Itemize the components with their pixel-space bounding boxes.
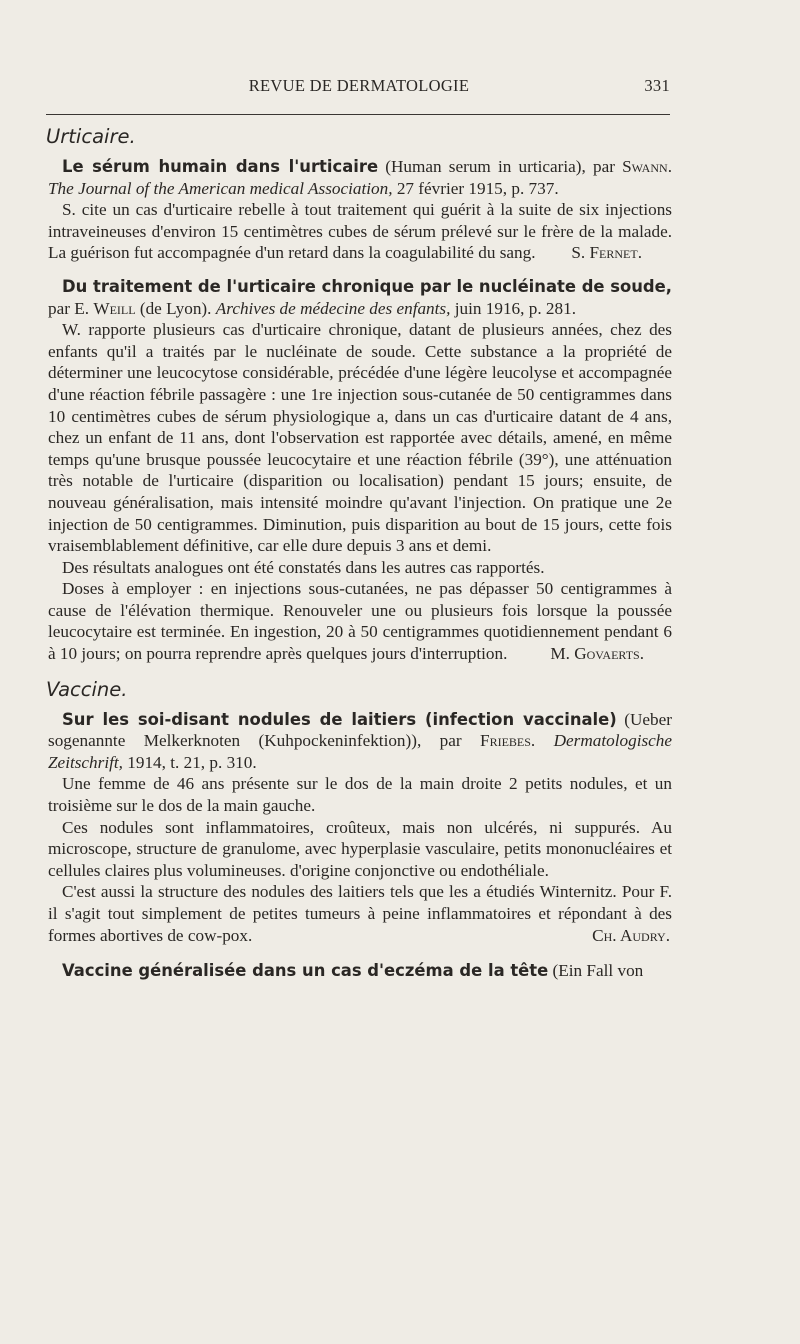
page-number: 331 <box>644 76 670 95</box>
journal-title: REVUE DE DERMATOLOGIE <box>248 76 470 95</box>
article-title: Du traitement de l'urticaire chronique par le nucléinate de soude, <box>62 276 673 296</box>
journal-name: Archives de médecine des enfants, <box>215 298 451 318</box>
header-rule <box>46 114 670 115</box>
article-paragraph: C'est aussi la structure des nodules des laitiers tels que les a étudiés Winternitz. Pour F. il s'agit tout simplement de petites tumeurs à peine inflammatoires et répondant à des formes abortives de cow-pox. Ch. Audry. <box>48 882 672 945</box>
page-body <box>48 124 672 982</box>
article-citation: Le sérum humain dans l'urticaire (Human serum in urticaria), par Swann. The Journal of the American medical Association, 27 février 1915, p. 737. <box>48 157 672 198</box>
running-header <box>48 76 670 100</box>
article-paragraph: Des résultats analogues ont été constatés dans les autres cas rapportés. <box>62 557 545 577</box>
reviewer-signature: S. Fernet. <box>571 243 642 263</box>
article-author: Swann <box>622 157 668 176</box>
reviewer-signature: Ch. Audry. <box>592 925 670 945</box>
article-paragraph: Doses à employer : en injections sous-cutanées, ne pas dépasser 50 centigrammes à cause de l'élévation thermique. Renouveler une ou plusieurs fois lorsque la poussée leucocytaire est terminée. En ingestion, 20 à 50 centigrammes quotidiennement pendant 6 à 10 jours; on pourra reprendre après quelques jours d'interruption. M. Govaerts. <box>48 579 672 664</box>
article-citation: Vaccine généralisée dans un cas d'eczéma de la tête (Ein Fall von <box>62 961 644 981</box>
article-citation: Sur les soi-disant nodules de laitiers (infection vaccinale) (Ueber sogenannte Melkerknoten (Kuhpockeninfektion)), par Friebes. Dermatologische Zeitschrift, 1914, t. 21, p. 310. <box>48 709 673 772</box>
article-paragraph: S. cite un cas d'urticaire rebelle à tout traitement qui guérit à la suite de six injections intraveineuses d'environ 15 centimètres cubes de sérum prélevé sur le frère de la malade. La guérison fut accompagnée d'un retard dans la coagulabilité du sang. S. Fernet. <box>48 200 672 263</box>
article-paragraph: Ces nodules sont inflammatoires, croûteux, mais non ulcérés, ni suppurés. Au microscope, structure de granulome, avec hyperplasie vasculaire, petits mononucléaires et cellules claires plus volumineuses. d'origine conjonctive ou endothéliale. <box>48 817 672 880</box>
article-author: Weill <box>93 298 136 318</box>
section-heading-urticaire: Urticaire. <box>46 125 136 148</box>
article-author: Friebes <box>480 731 531 751</box>
journal-name: The Journal of the American medical Association, <box>48 178 393 198</box>
section-heading-vaccine: Vaccine. <box>46 677 128 701</box>
article-paragraph: Une femme de 46 ans présente sur le dos de la main droite 2 petits nodules, et un troisième sur le dos de la main gauche. <box>48 774 672 816</box>
article-citation: Du traitement de l'urticaire chronique par le nucléinate de soude, par E. Weill (de Lyon). Archives de médecine des enfants, juin 1916, p. 281. <box>48 276 673 318</box>
article-paragraph: W. rapporte plusieurs cas d'urticaire chronique, datant de plusieurs années, chez des enfants qu'il a traités par le nucléinate de soude. Cette substance a la propriété de déterminer une leucocytose considérable, précédée d'une légère leucolyse et accompagnée d'une réaction fébrile passagère : une 1re injection sous-cutanée de 50 centigrammes dans 10 centimètres cubes de sérum physiologique a, dans un cas d'urticaire datant de 4 ans, chez un enfant de 11 ans, dont l'observation est rapportée avec détails, amené, en même temps qu'une brusque poussée leucocytaire et une réaction fébrile (39°), une atténuation très notable de l'urticaire (disparition ou localisation) pendant 15 jours; ensuite, de nouveau généralisation, mais intensité moindre qu'avant l'injection. On pratique une 2e injection de 50 centigrammes. Diminution, puis disparition au bout de 15 jours, cette fois vraisemblablement définitive, car elle dure depuis 3 ans et demi. <box>48 320 672 556</box>
reviewer-signature: M. Govaerts. <box>550 644 644 664</box>
article-title: Vaccine généralisée dans un cas d'eczéma de la tête <box>62 961 549 981</box>
journal-name: Dermatologische Zeitschrift, <box>48 731 673 772</box>
article-title: Le sérum humain dans l'urticaire <box>62 157 379 176</box>
article-title: Sur les soi-disant nodules de laitiers (infection vaccinale) <box>62 709 617 729</box>
